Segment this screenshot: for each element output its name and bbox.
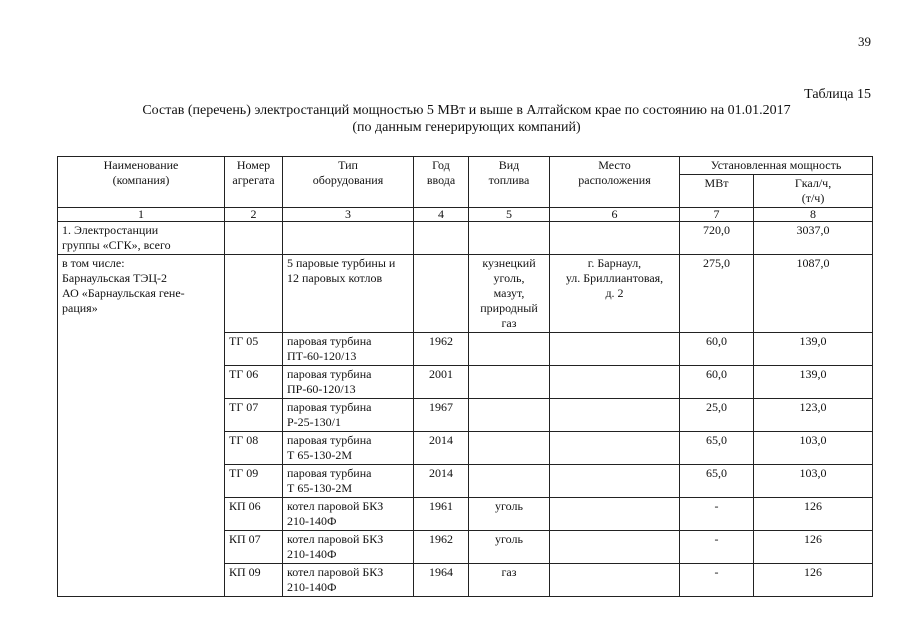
unit-gcal: 139,0 — [754, 366, 873, 399]
unit-gcal: 103,0 — [754, 465, 873, 498]
column-number: 8 — [754, 208, 873, 222]
unit-equipment: паровая турбина Т 65-130-2М — [283, 432, 414, 465]
unit-fuel — [469, 465, 550, 498]
unit-equipment: котел паровой БКЗ 210-140Ф — [283, 564, 414, 597]
header-gcal: Гкал/ч, (т/ч) — [754, 175, 873, 208]
unit-mw: - — [680, 564, 754, 597]
plant-row — [58, 255, 873, 333]
unit-year: 2001 — [414, 366, 469, 399]
unit-year: 2014 — [414, 432, 469, 465]
unit-mw: 65,0 — [680, 432, 754, 465]
column-number: 4 — [414, 208, 469, 222]
plant-location: г. Барнаул, ул. Бриллиантовая, д. 2 — [550, 255, 680, 333]
unit-number: ТГ 07 — [225, 399, 283, 432]
header-row — [58, 157, 873, 175]
header-location: Место расположения — [550, 157, 680, 208]
unit-fuel — [469, 366, 550, 399]
plant-fuel: кузнецкий уголь, мазут, природный газ — [469, 255, 550, 333]
table-subtitle: (по данным генерирующих компаний) — [352, 120, 581, 135]
unit-equipment: паровая турбина ПТ-60-120/13 — [283, 333, 414, 366]
header-unit: Номер агрегата — [225, 157, 283, 208]
header-equipment: Тип оборудования — [283, 157, 414, 208]
column-number: 5 — [469, 208, 550, 222]
unit-gcal: 126 — [754, 498, 873, 531]
column-number: 3 — [283, 208, 414, 222]
unit-fuel: уголь — [469, 498, 550, 531]
table-title: Состав (перечень) электростанций мощностью 5 МВт и выше в Алтайском крае по состоянию на 01.01.2017 — [142, 103, 791, 118]
unit-year: 1962 — [414, 531, 469, 564]
unit-equipment: котел паровой БКЗ 210-140Ф — [283, 498, 414, 531]
unit-mw: 60,0 — [680, 366, 754, 399]
unit-year: 1962 — [414, 333, 469, 366]
unit-gcal: 126 — [754, 564, 873, 597]
unit-number: ТГ 08 — [225, 432, 283, 465]
column-number-row — [58, 208, 873, 222]
unit-fuel — [469, 333, 550, 366]
table-label: Таблица 15 — [804, 87, 871, 102]
power-plants-table — [57, 156, 873, 597]
unit-year: 2014 — [414, 465, 469, 498]
unit-equipment: паровая турбина Р-25-130/1 — [283, 399, 414, 432]
unit-year: 1964 — [414, 564, 469, 597]
unit-equipment: котел паровой БКЗ 210-140Ф — [283, 531, 414, 564]
unit-fuel: уголь — [469, 531, 550, 564]
group-name: 1. Электростанции группы «СГК», всего — [58, 222, 225, 255]
unit-gcal: 123,0 — [754, 399, 873, 432]
column-number: 2 — [225, 208, 283, 222]
column-number: 7 — [680, 208, 754, 222]
plant-gcal: 1087,0 — [754, 255, 873, 333]
header-year: Год ввода — [414, 157, 469, 208]
plant-mw: 275,0 — [680, 255, 754, 333]
unit-number: КП 06 — [225, 498, 283, 531]
unit-number: КП 07 — [225, 531, 283, 564]
column-number: 6 — [550, 208, 680, 222]
unit-gcal: 126 — [754, 531, 873, 564]
unit-gcal: 103,0 — [754, 432, 873, 465]
unit-mw: - — [680, 531, 754, 564]
header-name: Наименование (компания) — [58, 157, 225, 208]
page-number: 39 — [858, 34, 871, 49]
header-capacity: Установленная мощность — [680, 157, 873, 175]
unit-number: ТГ 09 — [225, 465, 283, 498]
unit-mw: 60,0 — [680, 333, 754, 366]
unit-year: 1967 — [414, 399, 469, 432]
unit-gcal: 139,0 — [754, 333, 873, 366]
unit-year: 1961 — [414, 498, 469, 531]
unit-mw: 65,0 — [680, 465, 754, 498]
header-mw: МВт — [680, 175, 754, 208]
unit-equipment: паровая турбина Т 65-130-2М — [283, 465, 414, 498]
unit-number: КП 09 — [225, 564, 283, 597]
unit-number: ТГ 05 — [225, 333, 283, 366]
unit-mw: 25,0 — [680, 399, 754, 432]
unit-mw: - — [680, 498, 754, 531]
unit-fuel — [469, 432, 550, 465]
column-number: 1 — [58, 208, 225, 222]
plant-name: в том числе: Барнаульская ТЭЦ-2 АО «Барнаульская гене- рация» — [58, 255, 225, 597]
group-mw: 720,0 — [680, 222, 754, 255]
unit-fuel — [469, 399, 550, 432]
group-total-row — [58, 222, 873, 255]
plant-equipment: 5 паровые турбины и 12 паровых котлов — [283, 255, 414, 333]
unit-number: ТГ 06 — [225, 366, 283, 399]
unit-fuel: газ — [469, 564, 550, 597]
header-fuel: Вид топлива — [469, 157, 550, 208]
group-gcal: 3037,0 — [754, 222, 873, 255]
unit-equipment: паровая турбина ПР-60-120/13 — [283, 366, 414, 399]
